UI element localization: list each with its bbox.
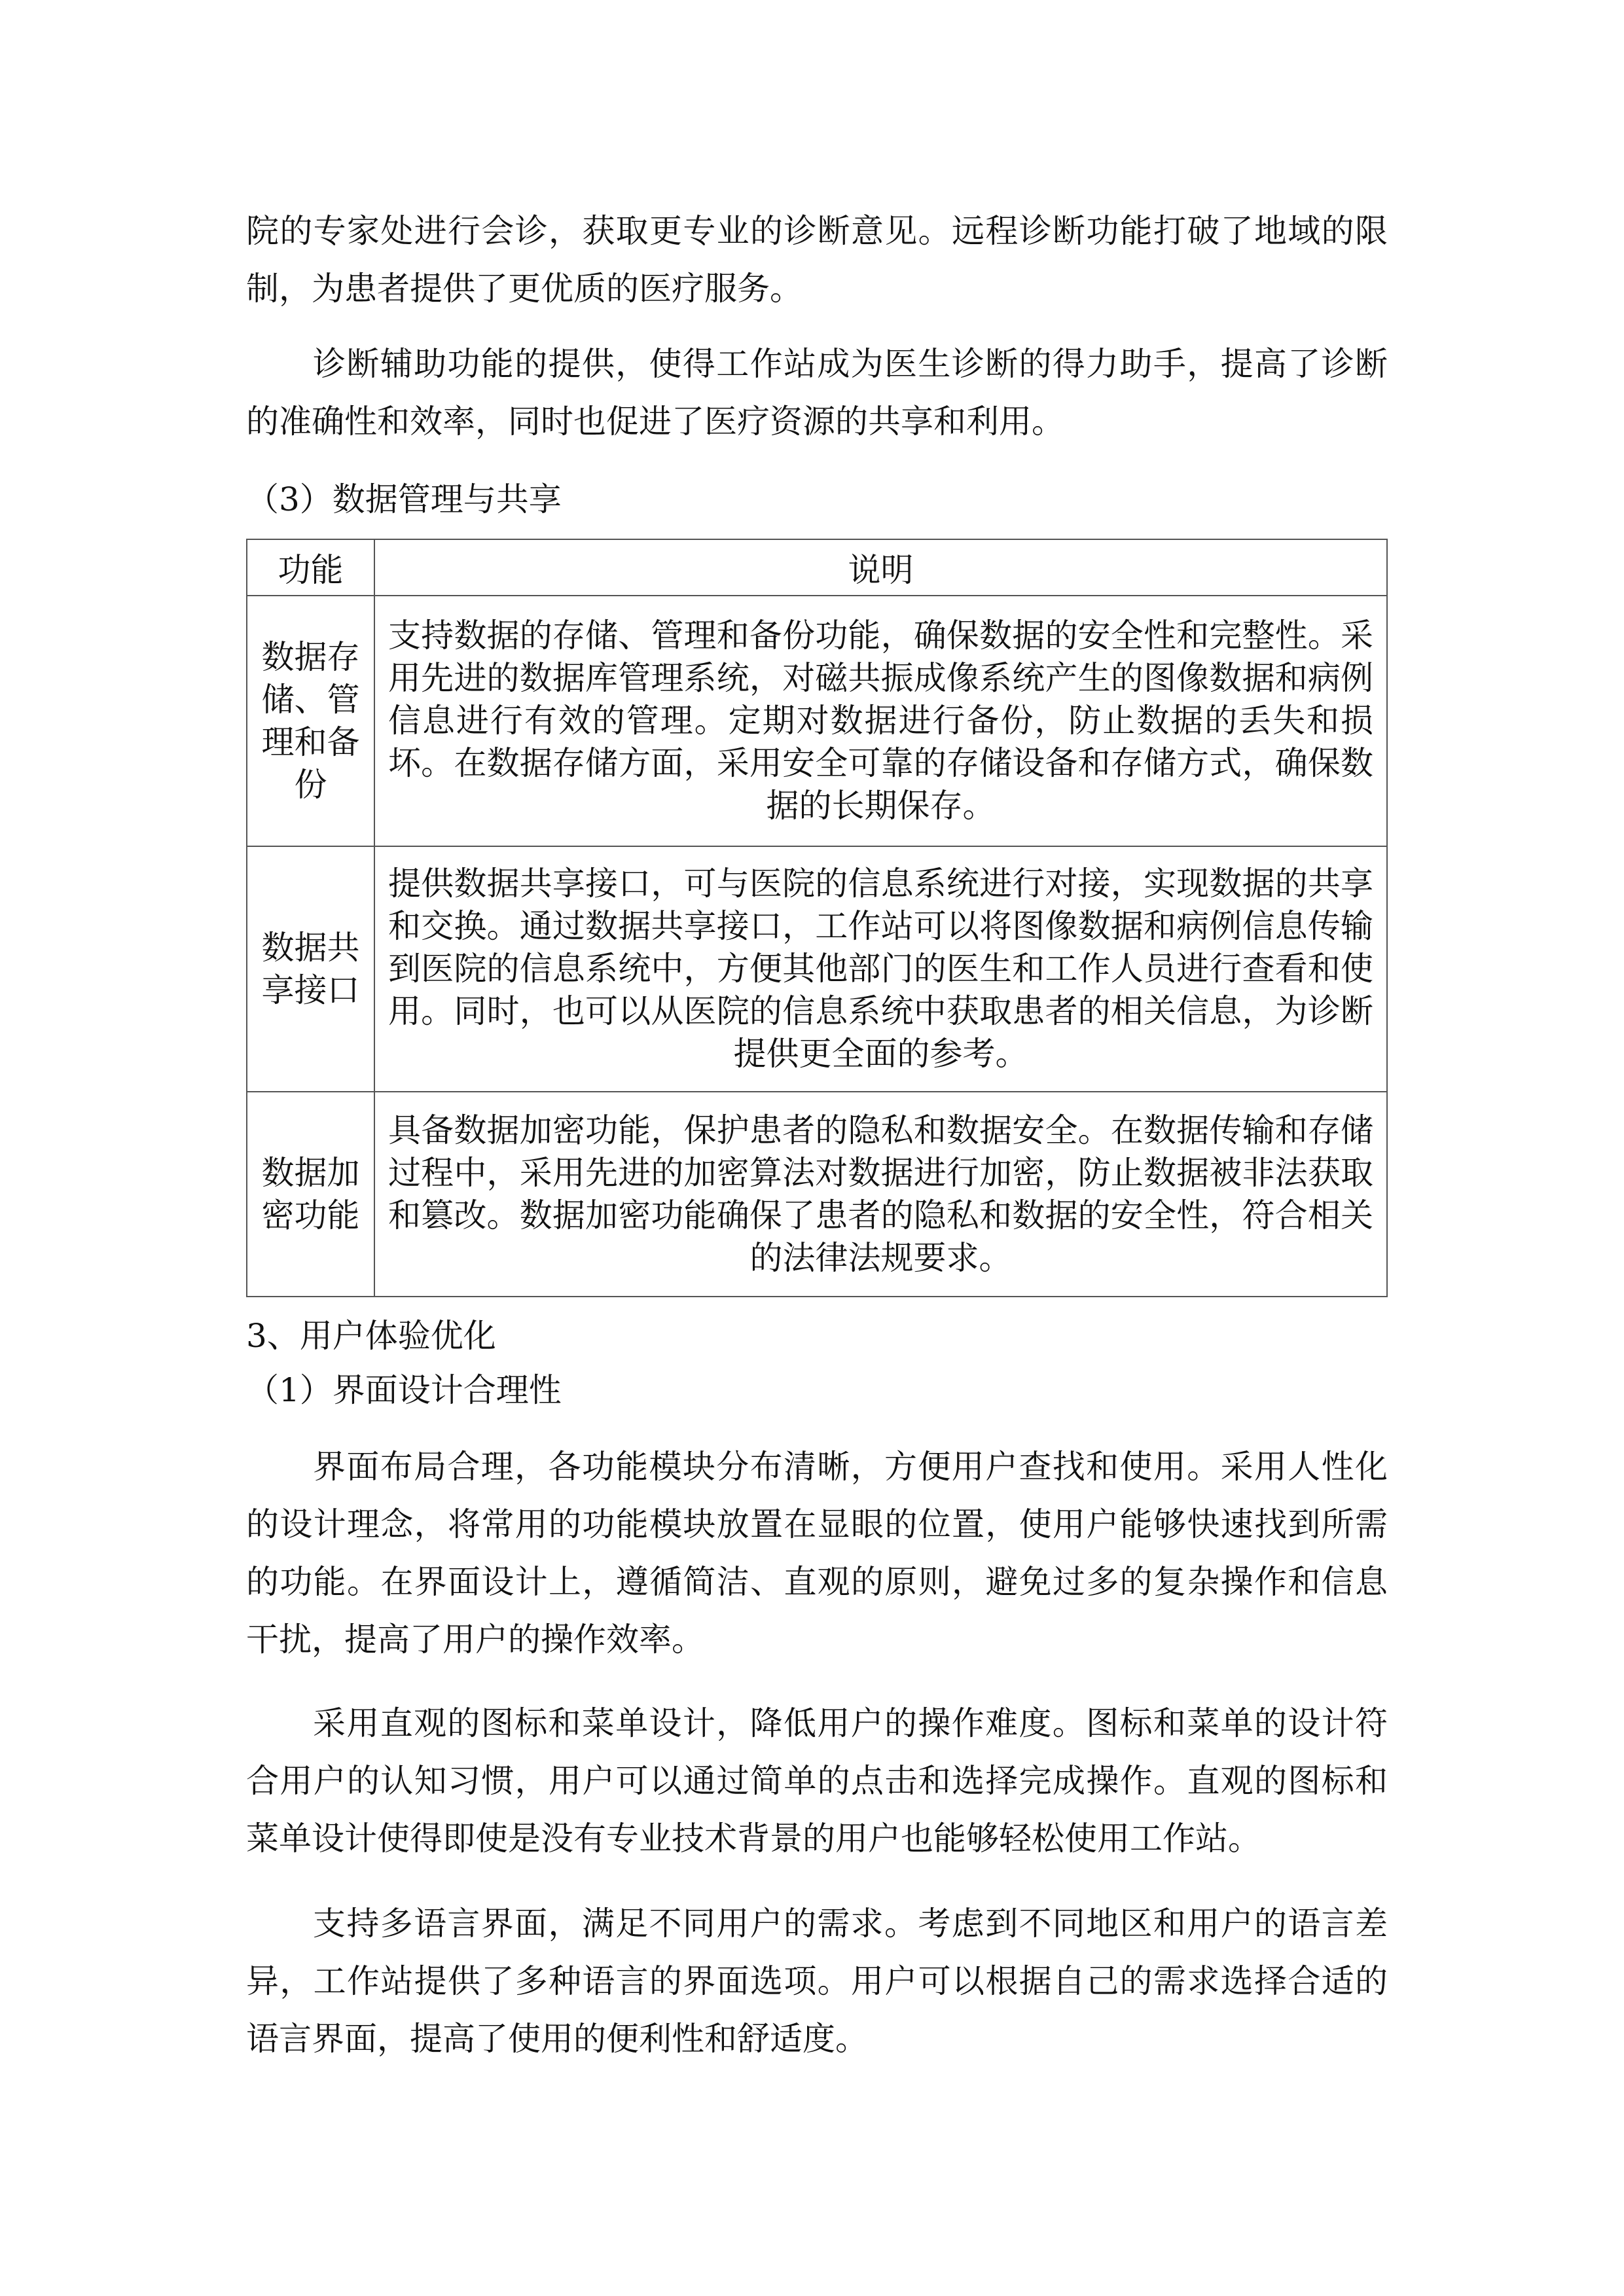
body-paragraph-1 xyxy=(246,1438,1388,1668)
body-paragraph-3 xyxy=(246,1895,1388,2068)
description-line: 支持数据的存储、管理和备份功能，确保数据的安全性和完整性。采 xyxy=(388,617,1373,655)
description-line: 提供数据共享接口，可与医院的信息系统进行对接，实现数据的共享 xyxy=(388,865,1373,903)
intro-paragraph-2 xyxy=(246,335,1388,450)
text-line: 语言界面，提高了使用的便利性和舒适度。 xyxy=(246,2020,868,2058)
description-line: 到医院的信息系统中，方便其他部门的医生和工作人员进行查看和使 xyxy=(388,950,1373,988)
description-line: 提供更全面的参考。 xyxy=(733,1035,1028,1073)
feature-line: 数据存 xyxy=(261,637,360,676)
heading-text: （3）数据管理与共享 xyxy=(246,480,562,518)
description-line: 坏。在数据存储方面，采用安全可靠的存储设备和存储方式，确保数 xyxy=(388,744,1373,782)
description-cell xyxy=(374,1092,1387,1297)
description-line: 的法律法规要求。 xyxy=(749,1238,1012,1277)
feature-cell xyxy=(247,1092,374,1297)
feature-line: 享接口 xyxy=(261,971,360,1009)
text-line: 的设计理念，将常用的功能模块放置在显眼的位置，使用户能够快速找到所需 xyxy=(246,1505,1388,1543)
description-cell xyxy=(374,596,1387,846)
description-line: 用。同时，也可以从医院的信息系统中获取患者的相关信息，为诊断 xyxy=(388,992,1373,1030)
description-line: 信息进行有效的管理。定期对数据进行备份，防止数据的丢失和损 xyxy=(388,702,1373,740)
header-feature: 功能 xyxy=(247,539,374,596)
text-line: 院的专家处进行会诊，获取更专业的诊断意见。远程诊断功能打破了地域的限 xyxy=(246,212,1388,250)
feature-cell xyxy=(247,846,374,1092)
body-paragraph-2 xyxy=(246,1695,1388,1867)
heading-user-experience xyxy=(246,1307,1388,1365)
feature-line: 密功能 xyxy=(261,1196,360,1234)
feature-line: 理和备 xyxy=(261,723,360,761)
text-line: 的功能。在界面设计上，遵循简洁、直观的原则，避免过多的复杂操作和信息 xyxy=(246,1563,1388,1601)
intro-paragraph-1 xyxy=(246,202,1388,317)
description-line: 据的长期保存。 xyxy=(766,787,996,825)
heading-text: （1）界面设计合理性 xyxy=(246,1371,562,1409)
feature-line: 数据共 xyxy=(261,928,360,967)
description-line: 和交换。通过数据共享接口，工作站可以将图像数据和病例信息传输 xyxy=(388,907,1373,945)
text-line: 支持多语言界面，满足不同用户的需求。考虑到不同地区和用户的语言差 xyxy=(313,1905,1388,1943)
text-line: 界面布局合理，各功能模块分布清晰，方便用户查找和使用。采用人性化 xyxy=(313,1448,1388,1486)
table-row xyxy=(247,846,1387,1092)
feature-line: 储、管 xyxy=(261,680,360,719)
section-heading-data-management xyxy=(246,471,1388,528)
feature-line: 数据加 xyxy=(261,1153,360,1192)
heading-text: 3、用户体验优化 xyxy=(246,1317,496,1355)
description-line: 具备数据加密功能，保护患者的隐私和数据安全。在数据传输和存储 xyxy=(388,1111,1373,1149)
data-management-table xyxy=(246,539,1388,1297)
text-line: 干扰，提高了用户的操作效率。 xyxy=(246,1621,704,1659)
text-line: 菜单设计使得即使是没有专业技术背景的用户也能够轻松使用工作站。 xyxy=(246,1820,1261,1857)
header-description: 说明 xyxy=(374,539,1387,596)
text-line: 诊断辅助功能的提供，使得工作站成为医生诊断的得力助手，提高了诊断 xyxy=(313,345,1388,383)
feature-cell xyxy=(247,596,374,846)
description-line: 和篡改。数据加密功能确保了患者的隐私和数据的安全性，符合相关 xyxy=(388,1196,1373,1234)
text-line: 异，工作站提供了多种语言的界面选项。用户可以根据自己的需求选择合适的 xyxy=(246,1962,1388,2000)
heading-interface-design xyxy=(246,1361,1388,1419)
text-line: 制，为患者提供了更优质的医疗服务。 xyxy=(246,270,803,308)
description-cell xyxy=(374,846,1387,1092)
text-line: 采用直观的图标和菜单设计，降低用户的操作难度。图标和菜单的设计符 xyxy=(313,1704,1388,1742)
table-row xyxy=(247,1092,1387,1297)
description-line: 过程中，采用先进的加密算法对数据进行加密，防止数据被非法获取 xyxy=(388,1153,1373,1192)
text-line: 合用户的认知习惯，用户可以通过简单的点击和选择完成操作。直观的图标和 xyxy=(246,1762,1388,1800)
description-line: 用先进的数据库管理系统，对磁共振成像系统产生的图像数据和病例 xyxy=(388,659,1373,697)
table-row xyxy=(247,596,1387,846)
text-line: 的准确性和效率，同时也促进了医疗资源的共享和利用。 xyxy=(246,403,1064,440)
feature-line: 份 xyxy=(294,765,327,804)
